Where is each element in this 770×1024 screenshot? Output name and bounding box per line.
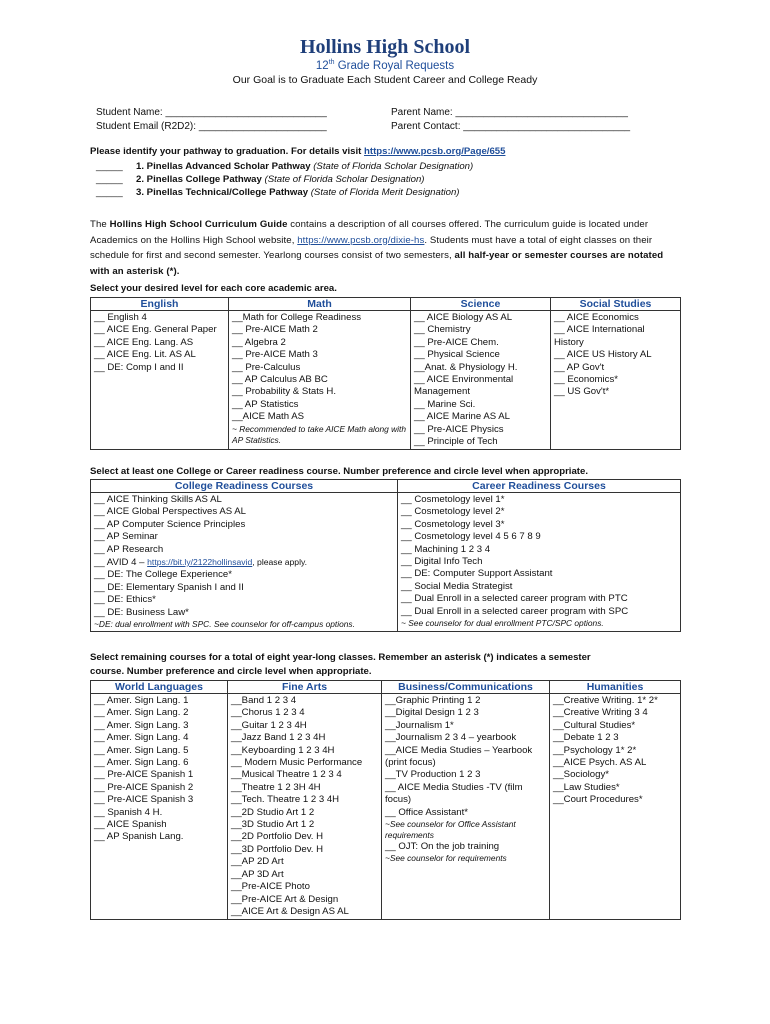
career-readiness-col (398, 493, 681, 632)
guide-asterisk-note: all half-year or semester courses are notated with an asterisk (*). (90, 250, 664, 277)
electives-header-business: Business/Communications (382, 681, 550, 694)
electives-col-humanities (550, 694, 681, 920)
course-option[interactable]: __Pre-AICE Photo (231, 881, 310, 893)
course-option[interactable]: __ Cosmetology level 2* (401, 506, 505, 518)
course-option[interactable]: __Sociology* (553, 769, 610, 781)
course-option[interactable]: __ AICE International History (554, 324, 645, 348)
course-option[interactable]: __Band 1 2 3 4 (231, 695, 297, 706)
college-readiness-header: College Readiness Courses (91, 480, 398, 493)
course-option[interactable]: __ DE: Comp I and II (94, 361, 184, 373)
pathway-note: (State of Florida Scholar Designation) (310, 161, 474, 172)
pathway-blank[interactable]: _____ (96, 161, 123, 172)
course-note: ~See counselor for requirements (385, 853, 507, 864)
course-option[interactable]: __ Machining 1 2 3 4 (401, 543, 491, 555)
guide-title: Hollins High School Curriculum Guide (109, 219, 288, 230)
course-option[interactable]: __ AP Computer Science Principles (94, 518, 246, 530)
pathway-prompt-text: Please identify your pathway to graduation. For details visit (90, 146, 365, 157)
course-option[interactable]: __ AICE Environmental Management (414, 374, 514, 398)
college-readiness-col (91, 493, 398, 632)
course-option[interactable]: __ Principle of Tech (414, 436, 498, 448)
pathway-note: (State of Florida Merit Designation) (308, 187, 460, 198)
course-option[interactable]: __2D Studio Art 1 2 (231, 806, 315, 818)
pathway-prompt (90, 146, 505, 157)
course-option[interactable]: __ Pre-Calculus (232, 361, 301, 373)
course-option[interactable]: __ Spanish 4 H. (94, 806, 163, 818)
course-option[interactable]: __ Pre-AICE Math 2 (232, 324, 318, 336)
pathway-note: (State of Florida Scholar Designation) (261, 174, 425, 185)
course-option[interactable]: __Musical Theatre 1 2 3 4 (231, 769, 342, 781)
course-option[interactable]: __Chorus 1 2 3 4 (231, 707, 305, 719)
course-option[interactable]: __ AP Gov't (554, 361, 605, 373)
course-option[interactable]: __ Pre-AICE Math 3 (232, 349, 318, 361)
core-col-social-studies (551, 311, 681, 450)
electives-col-world-languages (91, 694, 228, 920)
course-option[interactable]: __ AP Seminar (94, 531, 158, 543)
course-option[interactable]: __ Amer. Sign Lang. 2 (94, 707, 189, 719)
career-readiness-header: Career Readiness Courses (398, 480, 681, 493)
course-option[interactable]: __Keyboarding 1 2 3 4H (231, 744, 335, 756)
course-note: ~See counselor for Office Assistant requirements (385, 819, 516, 841)
course-option[interactable]: __ OJT: On the job training (385, 841, 500, 853)
course-option[interactable]: __AP 2D Art (231, 856, 284, 868)
core-header-science: Science (411, 298, 551, 311)
course-option[interactable]: __2D Portfolio Dev. H (231, 831, 324, 843)
pathway-label: 2. Pinellas College Pathway (136, 174, 262, 185)
course-option[interactable]: __ Dual Enroll in a selected career program with SPC (401, 605, 629, 617)
college-note: ~DE: dual enrollment with SPC. See counselor for off-campus options. (94, 619, 355, 630)
course-option[interactable]: __ Cosmetology level 3* (401, 518, 505, 530)
course-option[interactable]: __ DE: Computer Support Assistant (401, 568, 553, 580)
course-option[interactable]: __ English 4 (94, 312, 147, 323)
pathway-label: 1. Pinellas Advanced Scholar Pathway (136, 161, 311, 172)
grade-text: Grade Royal Requests (334, 59, 455, 72)
avid-suffix: , please apply. (252, 557, 308, 568)
pathway-option-1[interactable] (96, 161, 473, 172)
course-option[interactable]: __ Cosmetology level 4 5 6 7 8 9 (401, 531, 541, 543)
electives-prompt-2: course. Number preference and circle level when appropriate. (90, 666, 372, 677)
course-option[interactable]: __ US Gov't* (554, 386, 610, 398)
course-option[interactable]: __Debate 1 2 3 (553, 732, 619, 744)
course-option[interactable]: __ AP Research (94, 543, 164, 555)
course-option[interactable]: __AP 3D Art (231, 868, 284, 880)
electives-header-humanities: Humanities (550, 681, 681, 694)
course-option[interactable]: __ AICE Media Studies -TV (film focus) (385, 781, 523, 806)
course-option[interactable]: __Law Studies* (553, 781, 620, 793)
course-option[interactable]: __AICE Math AS (232, 411, 304, 423)
student-name-field[interactable]: Student Name: _____________________________ (96, 107, 327, 118)
student-email-field[interactable]: Student Email (R2D2): _______________________ (96, 121, 327, 132)
college-list (94, 494, 394, 556)
course-option[interactable]: __ Modern Music Performance (231, 757, 363, 769)
curriculum-guide-paragraph (90, 217, 682, 279)
parent-name-field[interactable]: Parent Name: _______________________________ (391, 107, 628, 118)
course-option[interactable]: __Cultural Studies* (553, 719, 636, 731)
goal-statement: Our Goal is to Graduate Each Student Career and College Ready (232, 74, 538, 86)
core-header-math: Math (229, 298, 411, 311)
guide-text: The (90, 219, 110, 230)
course-option[interactable]: __ Chemistry (414, 324, 471, 336)
course-option[interactable]: __ Algebra 2 (232, 336, 286, 348)
course-option[interactable]: __AICE Media Studies – Yearbook (print focus) (385, 744, 533, 769)
course-option[interactable]: __ Physical Science (414, 349, 500, 361)
course-option[interactable]: __Journalism 2 3 4 – yearbook (385, 732, 517, 744)
grade-subtitle (0, 59, 770, 72)
electives-header-fine-arts: Fine Arts (228, 681, 382, 694)
course-option[interactable]: __Graphic Printing 1 2 (385, 695, 481, 706)
course-option[interactable]: __ AICE Marine AS AL (414, 411, 510, 423)
course-option[interactable]: __ Amer. Sign Lang. 1 (94, 695, 189, 706)
course-option[interactable]: __ Amer. Sign Lang. 5 (94, 744, 189, 756)
avid-item[interactable] (94, 556, 394, 569)
course-option[interactable]: __ Office Assistant* (385, 806, 469, 818)
course-option[interactable]: __Theatre 1 2 3H 4H (231, 781, 321, 793)
college-list (94, 569, 394, 619)
school-title: Hollins High School (299, 36, 471, 58)
course-option[interactable]: __ Probability & Stats H. (232, 386, 336, 398)
course-option[interactable]: __Anat. & Physiology H. (414, 361, 518, 373)
course-option[interactable]: __Pre-AICE Art & Design (231, 893, 339, 905)
pathway-blank[interactable]: _____ (96, 174, 123, 185)
course-option[interactable]: __ AP Spanish Lang. (94, 831, 184, 843)
guide-link[interactable]: https://www.pcsb.org/dixie-hs (297, 234, 425, 246)
core-prompt: Select your desired level for each core academic area. (90, 283, 337, 294)
course-option[interactable]: __AICE Art & Design AS AL (231, 905, 349, 917)
career-list (401, 494, 677, 618)
course-option[interactable]: __ Dual Enroll in a selected career program with PTC (401, 593, 628, 605)
course-option[interactable]: __Jazz Band 1 2 3 4H (231, 732, 326, 744)
course-option[interactable]: __Creative Writing. 1* 2* (553, 695, 658, 706)
course-option[interactable]: __ AICE Spanish (94, 819, 167, 831)
readiness-table (90, 479, 681, 632)
course-option[interactable]: __Court Procedures* (553, 794, 643, 806)
course-option[interactable]: __ DE: Business Law* (94, 606, 189, 618)
avid-label: __ AVID 4 – (94, 557, 148, 569)
course-option[interactable]: __ Pre-AICE Chem. (414, 336, 499, 348)
core-header-social-studies: Social Studies (551, 298, 681, 311)
course-option[interactable]: __ AICE Eng. Lit. AS AL (94, 349, 196, 361)
core-col-math (229, 311, 411, 450)
course-option[interactable]: __ DE: The College Experience* (94, 569, 232, 581)
guide-text: contains a description of all courses offered. The curriculum guide is located under Academics on the Hollins High School website, (90, 219, 649, 246)
course-option[interactable]: __ Cosmetology level 1* (401, 494, 505, 505)
electives-table (90, 680, 681, 920)
core-table (90, 297, 681, 450)
course-option[interactable]: __ Digital Info Tech (401, 556, 483, 568)
pathway-option-3[interactable] (96, 187, 460, 198)
course-option[interactable]: __Tech. Theatre 1 2 3 4H (231, 794, 340, 806)
pathway-link[interactable]: https://www.pcsb.org/Page/655 (364, 146, 506, 157)
course-option[interactable]: __Digital Design 1 2 3 (385, 707, 479, 719)
course-option[interactable]: __ Pre-AICE Physics (414, 423, 504, 435)
course-option[interactable]: __ Pre-AICE Spanish 3 (94, 794, 194, 806)
course-option[interactable]: __3D Portfolio Dev. H (231, 843, 324, 855)
course-option[interactable]: __ AP Statistics (232, 398, 299, 410)
core-header-english: English (91, 298, 229, 311)
pathway-blank[interactable]: _____ (96, 187, 123, 198)
electives-col-fine-arts (228, 694, 382, 920)
course-option[interactable]: __TV Production 1 2 3 (385, 769, 481, 781)
course-option[interactable]: __ Amer. Sign Lang. 3 (94, 719, 189, 731)
course-option[interactable]: __AICE Psych. AS AL (553, 757, 647, 769)
course-option[interactable]: __ AICE Thinking Skills AS AL (94, 494, 222, 505)
grade-number: 12 (315, 59, 329, 72)
course-option[interactable]: __ AICE Biology AS AL (414, 312, 513, 323)
course-option[interactable]: __ AICE Global Perspectives AS AL (94, 506, 246, 518)
course-option[interactable]: __ DE: Ethics* (94, 594, 156, 606)
course-option[interactable]: __ Pre-AICE Spanish 2 (94, 781, 194, 793)
course-option[interactable]: __Creative Writing 3 4 (553, 707, 648, 719)
core-col-english (91, 311, 229, 450)
course-option[interactable]: __ DE: Elementary Spanish I and II (94, 581, 244, 593)
course-option[interactable]: __ AP Calculus AB BC (232, 374, 328, 386)
pathway-option-2[interactable] (96, 174, 425, 185)
core-col-science (411, 311, 551, 450)
course-option[interactable]: __ AICE Eng. General Paper (94, 324, 217, 336)
readiness-prompt: Select at least one College or Career readiness course. Number preference and circle level when appropriate. (90, 466, 589, 477)
course-option[interactable]: __Math for College Readiness (232, 312, 362, 323)
course-option[interactable]: __3D Studio Art 1 2 (231, 819, 315, 831)
course-note: ~ Recommended to take AICE Math along with AP Statistics. (232, 423, 407, 445)
course-option[interactable]: __ Amer. Sign Lang. 4 (94, 732, 189, 744)
pathway-label: 3. Pinellas Technical/College Pathway (136, 187, 309, 198)
course-option[interactable]: __ Marine Sci. (414, 398, 476, 410)
career-note: ~ See counselor for dual enrollment PTC/SPC options. (401, 618, 604, 629)
course-option[interactable]: __ Amer. Sign Lang. 6 (94, 757, 189, 769)
course-option[interactable]: __Guitar 1 2 3 4H (231, 719, 307, 731)
course-option[interactable]: __ Social Media Strategist (401, 580, 513, 592)
electives-header-world-languages: World Languages (91, 681, 228, 694)
course-option[interactable]: __ AICE Economics (554, 312, 639, 323)
course-option[interactable]: __ AICE Eng. Lang. AS (94, 336, 194, 348)
parent-contact-field[interactable]: Parent Contact: ______________________________ (391, 121, 631, 132)
course-option[interactable]: __ Economics* (554, 374, 618, 386)
grade-suffix: th (328, 59, 335, 66)
course-option[interactable]: __Psychology 1* 2* (553, 744, 637, 756)
electives-prompt-1: Select remaining courses for a total of eight year-long classes. Remember an asterisk (*) indicates a semester (90, 652, 591, 663)
avid-link[interactable]: https://bit.ly/2122hollinsavid (147, 557, 253, 568)
electives-col-business (382, 694, 550, 920)
guide-text: . Students must have a total of eight classes on their schedule for first and second semester. Yearlong courses consist of two semesters, (90, 234, 653, 261)
course-option[interactable]: __ Pre-AICE Spanish 1 (94, 769, 194, 781)
course-option[interactable]: __Journalism 1* (385, 719, 454, 731)
course-option[interactable]: __ AICE US History AL (554, 349, 652, 361)
